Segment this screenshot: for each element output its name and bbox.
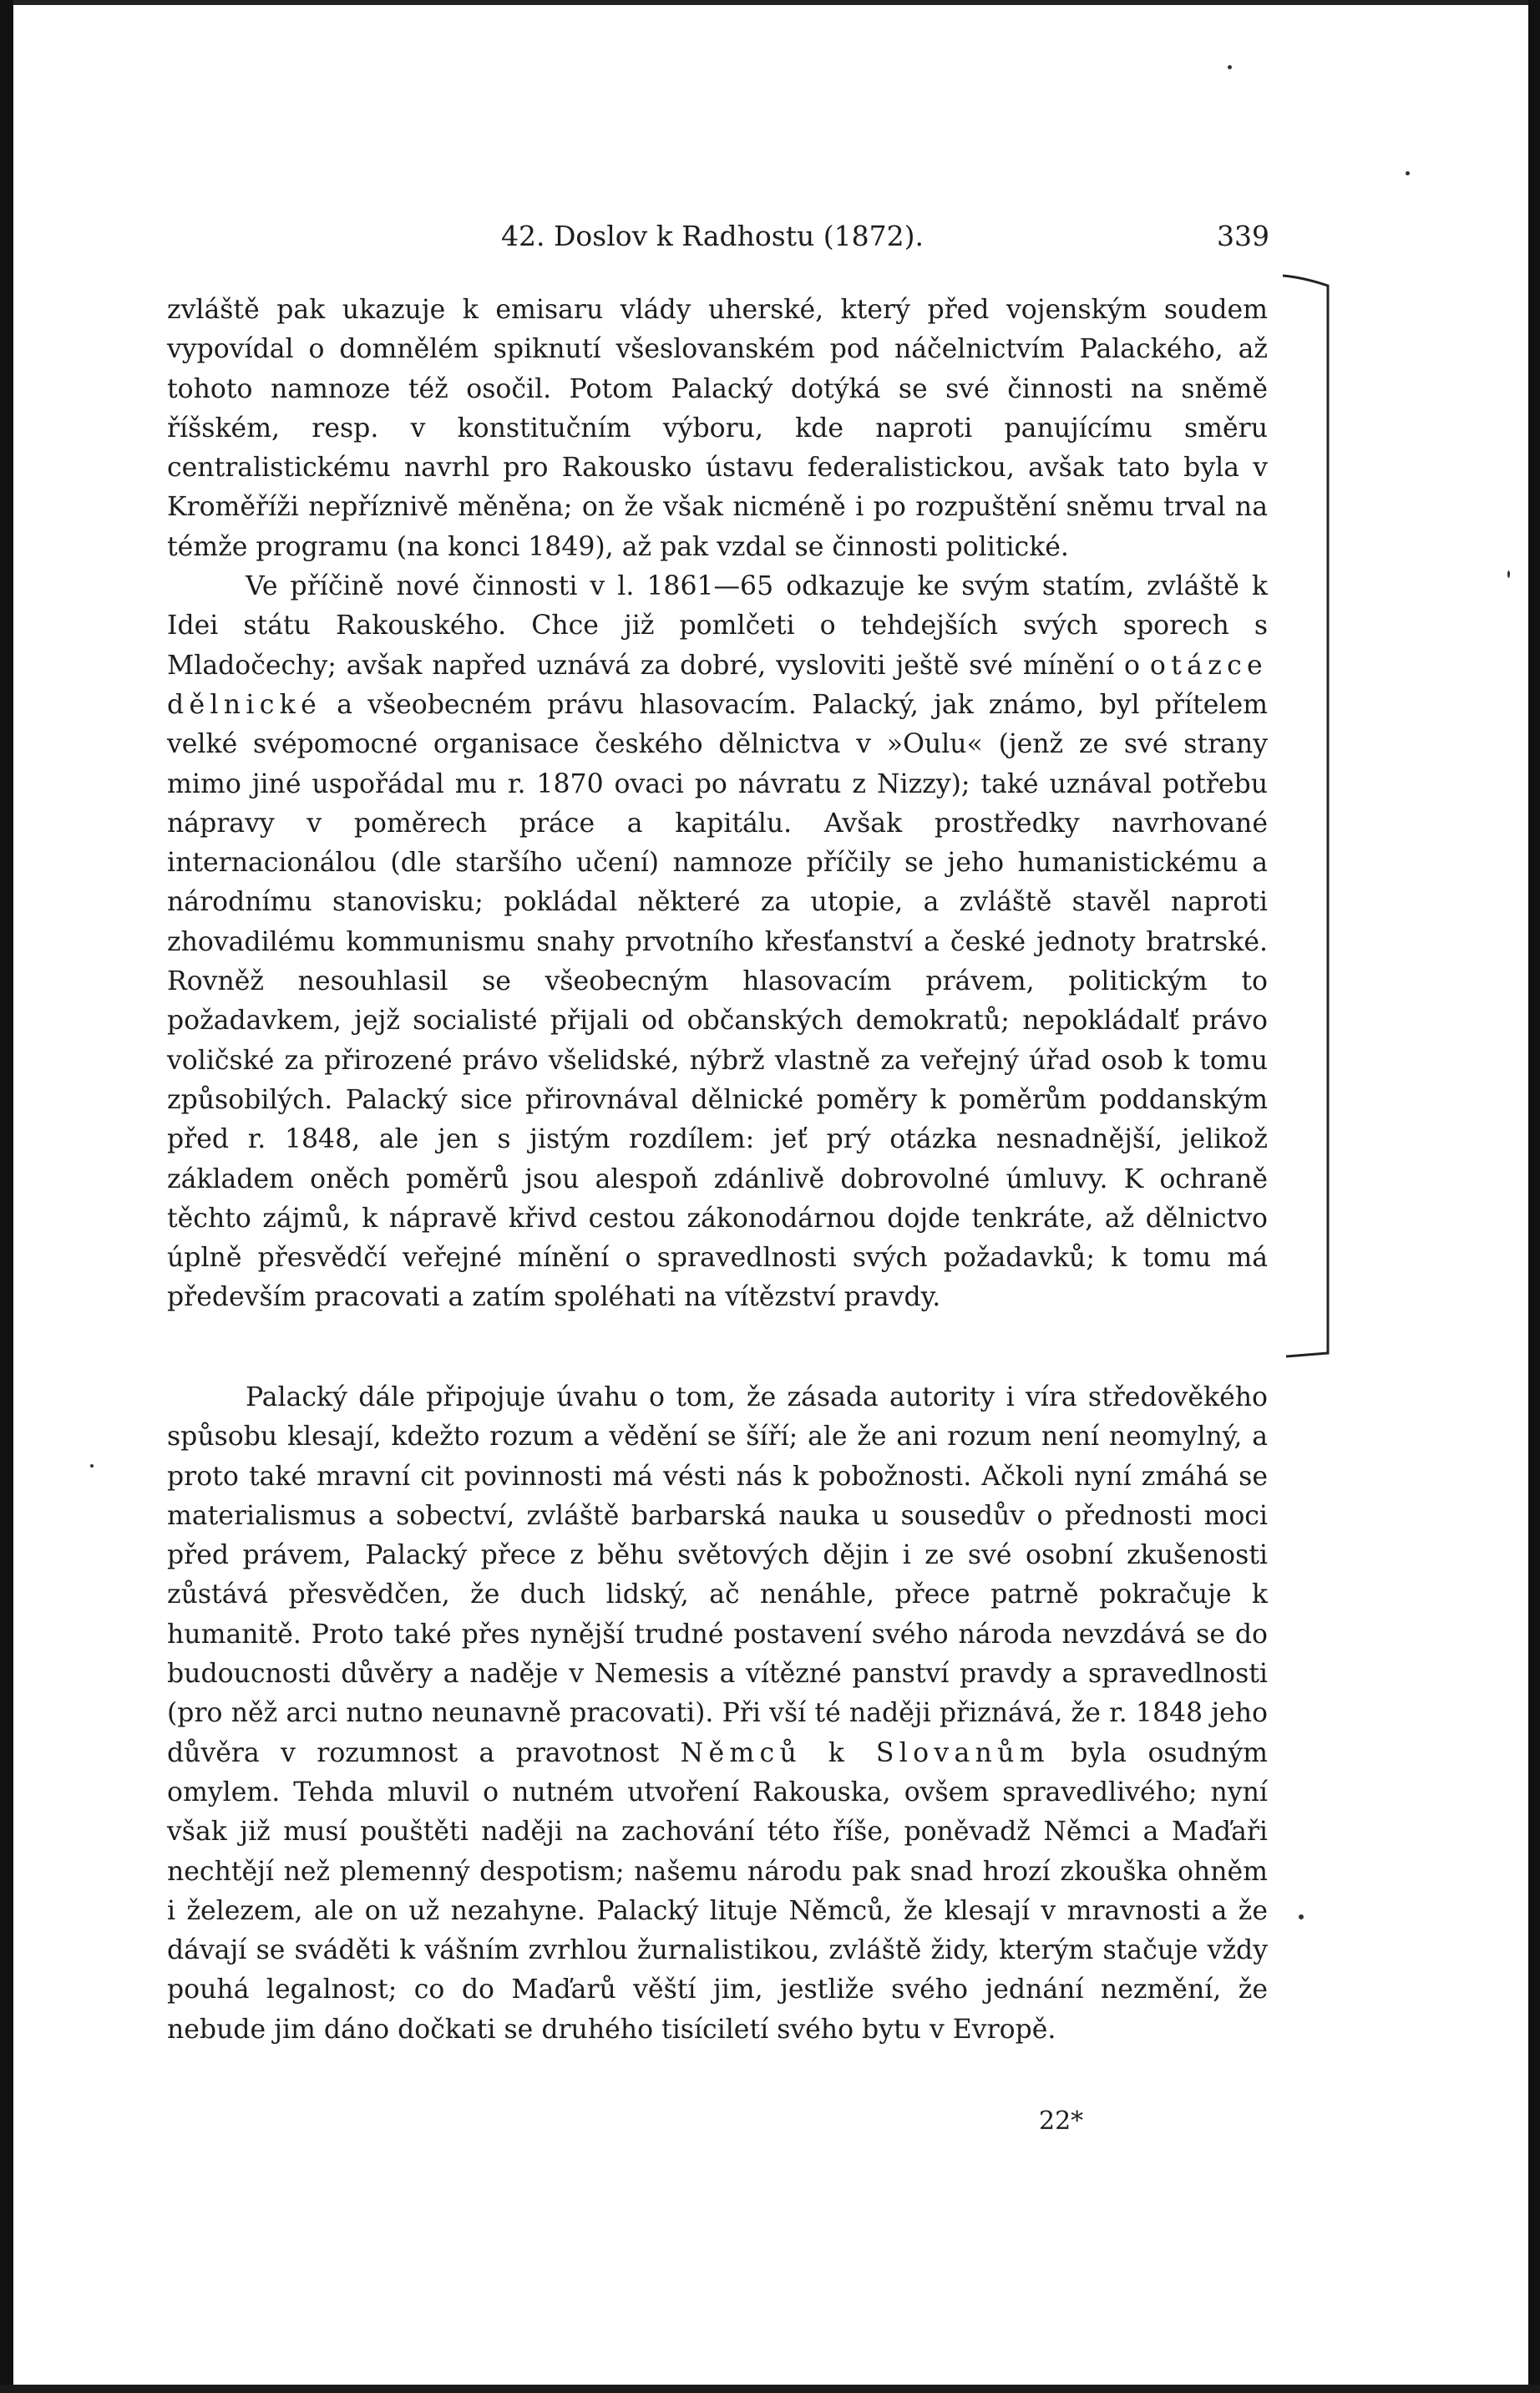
running-head: [501, 215, 1269, 257]
signature-mark: 22*: [1039, 2107, 1084, 2136]
paragraph-2-text-b: a všeobecném právu hlasovacím. Palacký, jak známo, byl přítelem velké svépomocné organisace českého dělnictva v »Oulu« (jenž ze své strany mimo jiné uspořádal mu r. 1870 ovaci po návratu z Nizzy); také uznával potřebu nápravy v poměrech práce a kapitálu. Avšak prostředky navrhované internacionálou (dle staršího učení) namnoze příčily se jeho humanistickému a národnímu stanovisku; pokládal některé za utopie, a zvláště stavěl naproti zhovadilému kommunismu snahy prvotního křesťanství a české jednoty bratrské. Rovněž nesouhlasil se všeobecným hlasovacím právem, politickým to požadavkem, jejž socialisté přijali od občanských demokratů; nepokládalť právo voličské za přirozené právo všelidské, nýbrž vlastně za veřejný úřad osob k tomu způsobilých. Palacký sice přirovnával dělnické poměry k poměrům poddanským před r. 1848, ale jen s jistým rozdílem: jeť prý otázka nesnadnější, jelikož základem oněch poměrů jsou alespoň zdánlivě dobrovolné úmluvy. K ochraně těchto zájmů, k nápravě křivd cestou zákonodárnou dojde tenkráte, až dělnictvo úplně přesvědčí veřejné mínění o spravedlnosti svých požadavků; k tomu má především pracovati a zatím spoléhati na vítězství pravdy.: [167, 689, 1269, 1313]
scan-edge-top: [0, 0, 1540, 5]
text-block-lower: [167, 1378, 1268, 2050]
scan-edge-right: [1528, 0, 1540, 2393]
spaced-emphasis-nemcu: Němců k Slovanům: [680, 1737, 1050, 1768]
paragraph-3-text-a: Palacký dále připojuje úvahu o tom, že zásada autority i víra středověkého spůsobu klesají, kdežto rozum a vědění se šíří; ale že ani rozum není neomylný, a proto také mravní cit povinnosti má vésti nás k pobožnosti. Ačkoli nyní zmáhá se materialismus a sobectví, zvláště barbarská nauka u sousedův o přednosti moci před právem, Palacký přece z běhu světových dějin i ze své osobní zkušenosti zůstává přesvědčen, že duch lidský, ač nenáhle, přece patrně pokračuje k humanitě. Proto také přes nynější trudné postavení svého národa nevzdává se do budoucnosti důvěry a naděje v Nemesis a vítězné panství pravdy a spravedlnosti (pro něž arci nutno neunavně pracovati). Při vší té naději přiznává, že r. 1848 jeho důvěra v rozumnost a pravotnost: [167, 1382, 1268, 1768]
running-title: 42. Doslov k Radhostu (1872).: [501, 220, 924, 252]
paragraph-1: [167, 291, 1268, 567]
paragraph-1-text: zvláště pak ukazuje k emisaru vlády uherské, který před vojenským soudem vypovídal o domnělém spiknutí všeslovanském pod náčelnictvím Palackého, až tohoto namnoze též osočil. Potom Palacký dotýká se své činnosti na sněmě říšském, resp. v konstitučním výboru, kde naproti panujícímu směru centralistickému navrhl pro Rakousko ústavu federalistickou, avšak tato byla v Kroměříži nepříznivě měněna; on že však nicméně i po rozpuštění sněmu trval na témže programu (na konci 1849), až pak vzdal se činnosti politické.: [167, 295, 1268, 562]
spaced-emphasis-otazka: otázce dělnické: [167, 650, 1268, 720]
scan-edge-left: [0, 0, 13, 2393]
scan-speck: [1299, 1914, 1304, 1919]
text-block-upper: [167, 291, 1268, 1318]
scan-speck: [1406, 171, 1410, 175]
margin-bracket: [1278, 267, 1361, 1370]
scan-speck: [90, 1464, 94, 1468]
paragraph-2-text-a: Ve příčině nové činnosti v l. 1861—65 odkazuje ke svým statím, zvláště k Idei státu Rakouského. Chce již pomlčeti o tehdejších svých sporech s Mladočechy; avšak napřed uznává za dobré, vysloviti ještě své mínění o: [167, 571, 1268, 681]
scan-speck: [1228, 65, 1232, 69]
scan-edge-bottom: [0, 2385, 1540, 2393]
paragraph-3: [167, 1378, 1268, 2050]
page-number: 339: [1217, 220, 1269, 252]
scan-speck: [1507, 570, 1510, 578]
paragraph-2: [167, 567, 1268, 1318]
margin-bracket-line: [1283, 276, 1328, 1356]
paragraph-3-text-b: byla osudným omylem. Tehda mluvil o nutném utvoření Rakouska, ovšem spravedlivého; nyní však již musí pouštěti naději na zachování této říše, poněvadž Němci a Maďaři nechtějí než plemenný despotism; našemu národu pak snad hrozí zkouška ohněm i železem, ale on už nezahyne. Palacký lituje Němců, že klesají v mravnosti a že dávají se sváděti k vášním zvrhlou žurnalistikou, zvláště židy, kterým stačuje vždy pouhá legalnost; co do Maďarů věští jim, jestliže svého jednání nezmění, že nebude jim dáno dočkati se druhého tisíciletí svého bytu v Evropě.: [167, 1737, 1268, 2045]
